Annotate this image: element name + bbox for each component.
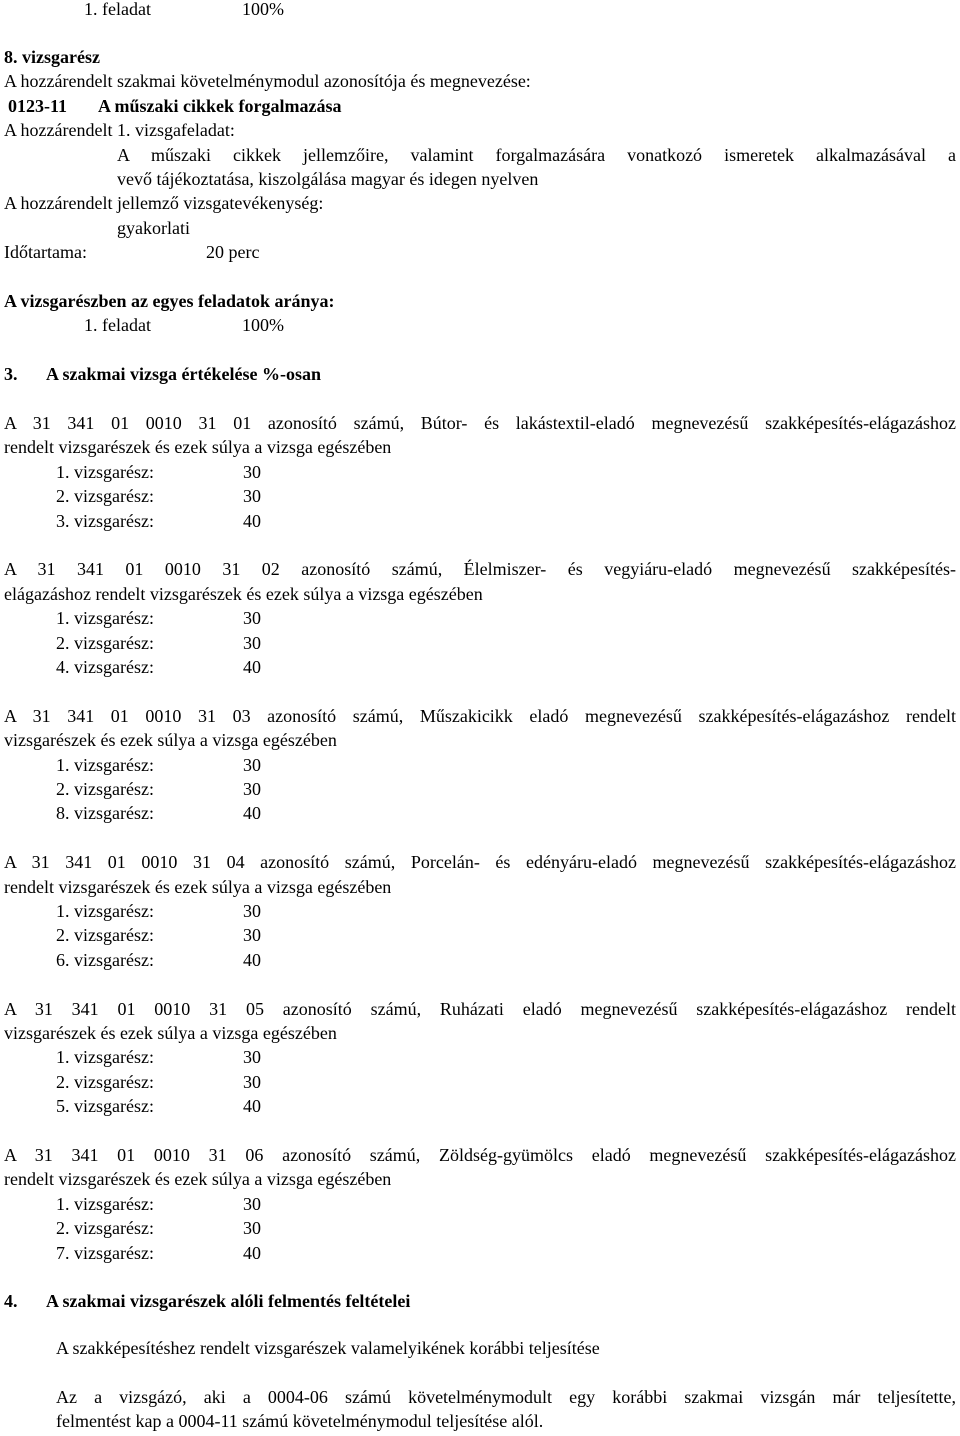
ratio-task-label: 1. feladat — [84, 315, 151, 335]
exam-part-weight: 40 — [243, 510, 261, 531]
exam-part-label: 2. vizsgarész: — [56, 925, 154, 946]
exam-part-label: 2. vizsgarész: — [56, 632, 154, 653]
exam-part-weight: 30 — [243, 486, 261, 507]
block-heading-line2: rendelt vizsgarészek és ezek súlya a vizsga egészében — [4, 437, 392, 458]
exam-part-label: 2. vizsgarész: — [56, 1218, 154, 1239]
activity-label: A hozzárendelt jellemző vizsgatevékenység: — [4, 193, 324, 213]
exam-part-label: 7. vizsgarész: — [56, 1242, 154, 1263]
top-task-label: 1. feladat — [84, 0, 151, 19]
top-task-percent: 100% — [242, 0, 284, 19]
block-heading-line1: A 31 341 01 0010 31 03 azonosító számú, Műszakicikk eladó megnevezésű szakképesítés-elágazáshoz rendelt — [4, 705, 956, 726]
exam-part-weight: 30 — [243, 754, 261, 775]
section4-para2-line2: felmentést kap a 0004-11 számú követelménymodul teljesítése alól. — [56, 1411, 544, 1431]
exam-part-label: 1. vizsgarész: — [56, 1047, 154, 1068]
block-heading-line2: elágazáshoz rendelt vizsgarészek és ezek súlya a vizsga egészében — [4, 583, 483, 604]
block-heading-line1: A 31 341 01 0010 31 01 azonosító számú, Bútor- és lakástextil-eladó megnevezésű szakképesítés-elágazáshoz — [4, 413, 956, 433]
exam-part-weight: 30 — [243, 1193, 261, 1214]
task-label: A hozzárendelt 1. vizsgafeladat: — [4, 120, 235, 140]
exam-part-weight: 30 — [243, 925, 261, 946]
section3-number: 3. — [4, 364, 18, 384]
exam-part-weight: 30 — [243, 779, 261, 799]
block-heading-line2: vizsgarészek és ezek súlya a vizsga egészében — [4, 730, 337, 751]
exam-part-label: 3. vizsgarész: — [56, 510, 154, 531]
task-description-line1: A műszaki cikkek jellemzőire, valamint forgalmazására vonatkozó ismeretek alkalmazásával a — [117, 145, 956, 165]
ratio-heading: A vizsgarészben az egyes feladatok aránya: — [4, 291, 335, 311]
duration-value: 20 perc — [206, 242, 260, 262]
exam-part-weight: 30 — [243, 608, 261, 629]
block-heading-line1: A 31 341 01 0010 31 04 azonosító számú, Porcelán- és edényáru-eladó megnevezésű szakképesítés-elágazáshoz — [4, 852, 956, 873]
exam-part-label: 8. vizsgarész: — [56, 803, 154, 824]
exam-part-weight: 40 — [243, 1242, 261, 1263]
exam-part-weight: 40 — [243, 803, 261, 824]
section4-para2-line1: Az a vizsgázó, aki a 0004-06 számú követelménymodult egy korábbi szakmai vizsgán már teljesítette, — [56, 1387, 956, 1407]
exam-part-weight: 30 — [243, 1218, 261, 1239]
ratio-task-percent: 100% — [242, 315, 284, 335]
module-name: A műszaki cikkek forgalmazása — [98, 96, 342, 116]
task-description-line2: vevő tájékoztatása, kiszolgálása magyar és idegen nyelven — [117, 169, 539, 189]
exam-part-weight: 30 — [243, 901, 261, 921]
exam-part-label: 1. vizsgarész: — [56, 901, 154, 921]
exam-part-weight: 40 — [243, 1096, 261, 1117]
exam-part-weight: 40 — [243, 949, 261, 970]
exam-part-label: 1. vizsgarész: — [56, 1193, 154, 1214]
exam-part-label: 2. vizsgarész: — [56, 1071, 154, 1092]
block-heading-line1: A 31 341 01 0010 31 06 azonosító számú, Zöldség-gyümölcs eladó megnevezésű szakképesítés-elágazáshoz — [4, 1145, 956, 1165]
exam-part-label: 1. vizsgarész: — [56, 754, 154, 775]
section4-number: 4. — [4, 1291, 18, 1311]
module-label: A hozzárendelt szakmai követelménymodul azonosítója és megnevezése: — [4, 71, 531, 91]
activity-value: gyakorlati — [117, 218, 190, 238]
block-heading-line1: A 31 341 01 0010 31 05 azonosító számú, Ruházati eladó megnevezésű szakképesítés-elágazáshoz rendelt — [4, 998, 956, 1019]
section3-title: A szakmai vizsga értékelése %-osan — [46, 364, 321, 384]
duration-label: Időtartama: — [4, 242, 87, 262]
exam-part-label: 2. vizsgarész: — [56, 486, 154, 507]
section4-title: A szakmai vizsgarészek alóli felmentés feltételei — [46, 1291, 411, 1311]
exam-part-weight: 30 — [243, 632, 261, 653]
exam-part-weight: 30 — [243, 1047, 261, 1068]
exam-part-label: 2. vizsgarész: — [56, 779, 154, 799]
exam-part-weight: 30 — [243, 1071, 261, 1092]
block-heading-line1: A 31 341 01 0010 31 02 azonosító számú, Élelmiszer- és vegyiáru-eladó megnevezésű szakképesítés- — [4, 559, 956, 580]
block-heading-line2: rendelt vizsgarészek és ezek súlya a vizsga egészében — [4, 876, 392, 897]
block-heading-line2: vizsgarészek és ezek súlya a vizsga egészében — [4, 1023, 337, 1043]
exam-part-label: 6. vizsgarész: — [56, 949, 154, 970]
exam-part-label: 1. vizsgarész: — [56, 461, 154, 482]
section4-para1: A szakképesítéshez rendelt vizsgarészek valamelyikének korábbi teljesítése — [56, 1338, 600, 1358]
block-heading-line2: rendelt vizsgarészek és ezek súlya a vizsga egészében — [4, 1169, 392, 1190]
part8-heading: 8. vizsgarész — [4, 47, 100, 67]
exam-part-label: 1. vizsgarész: — [56, 608, 154, 629]
exam-part-label: 4. vizsgarész: — [56, 657, 154, 677]
exam-part-weight: 40 — [243, 657, 261, 677]
module-code: 0123-11 — [8, 96, 68, 116]
exam-part-weight: 30 — [243, 461, 261, 482]
exam-part-label: 5. vizsgarész: — [56, 1096, 154, 1117]
